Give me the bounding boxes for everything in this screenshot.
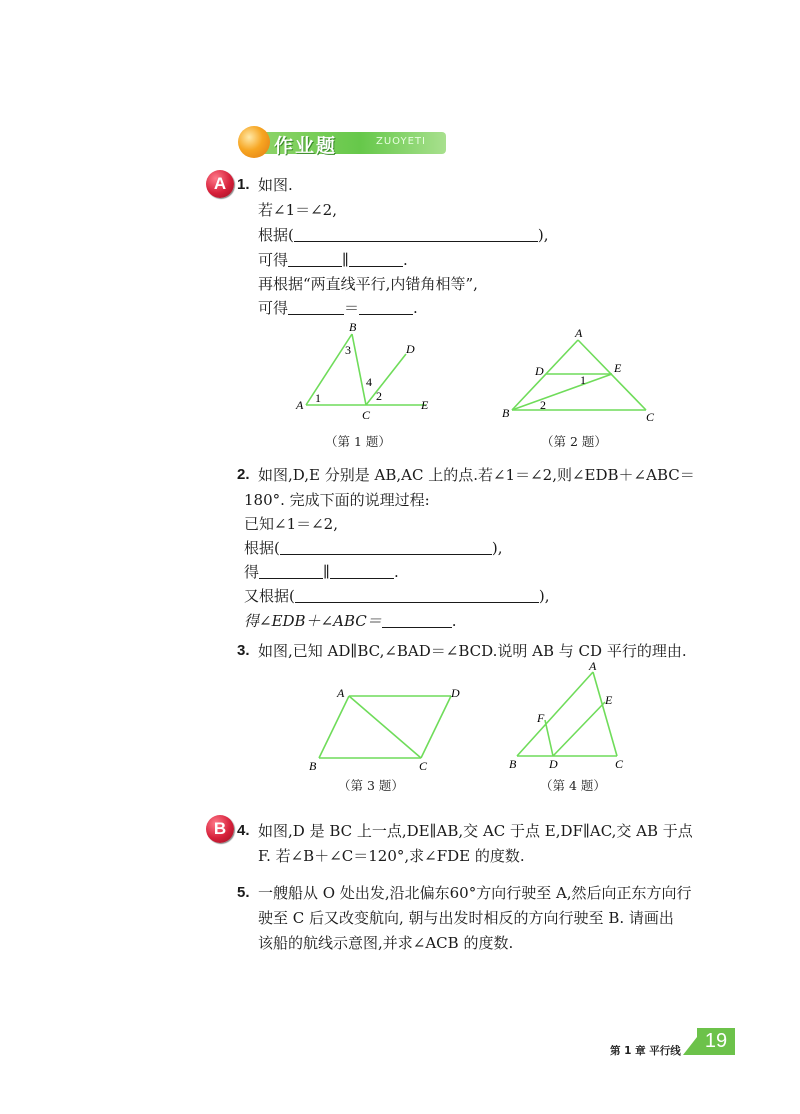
fig2-line-ac — [578, 340, 646, 410]
q2-line1: 如图,D,E 分别是 AB,AC 上的点.若∠1＝∠2,则∠EDB＋∠ABC＝ — [258, 466, 695, 484]
fig2-angle-2: 2 — [540, 398, 546, 412]
q2-line6-prefix: 又根据( — [244, 587, 295, 605]
q3-number: 3. — [237, 642, 250, 659]
q2-line6 — [244, 583, 549, 609]
fig1-label-a: A — [296, 398, 304, 412]
fig3-line-ab — [319, 696, 349, 758]
fig1-label-b: B — [349, 320, 357, 334]
q2-parallel-blank-2[interactable] — [330, 563, 394, 579]
q1-parallel-sign: ∥ — [342, 251, 349, 269]
q2-line3: 已知∠1＝∠2, — [244, 515, 338, 533]
fig1-label-e: E — [421, 398, 429, 412]
fig4-label-c: C — [615, 757, 624, 771]
q1-reason-blank[interactable] — [294, 226, 538, 242]
fig4-line-ab — [517, 672, 593, 756]
q1-equal-blank-1[interactable] — [288, 299, 344, 315]
q1-line3 — [258, 222, 548, 248]
fig1-angle-4: 4 — [366, 375, 372, 389]
q2-line4-suffix: ), — [491, 539, 503, 557]
figure-2 — [498, 326, 664, 426]
fig1-caption: （第 1 题） — [325, 434, 391, 449]
q2-reason-blank-2[interactable] — [295, 587, 539, 603]
fig3-label-c: C — [419, 759, 428, 772]
q2-line4-prefix: 根据( — [244, 539, 280, 557]
q2-line7-prefix: 得∠EDB＋∠ABC＝ — [244, 612, 382, 630]
q2-line5-prefix: 得 — [244, 563, 260, 581]
fig2-label-e: E — [614, 361, 622, 375]
fig4-line-de — [553, 702, 605, 756]
q1-line3-prefix: 根据( — [258, 226, 294, 244]
fig2-caption: （第 2 题） — [541, 434, 607, 449]
q5-line1: 一艘船从 O 处出发,沿北偏东60°方向行驶至 A,然后向正东方向行 — [258, 884, 692, 902]
fig2-line-be — [512, 374, 612, 410]
banner-title: 作业题 — [274, 135, 338, 157]
fig1-label-c: C — [362, 408, 371, 422]
fig4-label-a: A — [589, 660, 597, 673]
q2-line7 — [244, 608, 457, 634]
fig3-label-d: D — [451, 686, 460, 700]
fig1-label-d: D — [406, 342, 415, 356]
q2-line2: 180°. 完成下面的说理过程: — [244, 491, 430, 509]
q2-answer-blank[interactable] — [382, 612, 452, 628]
fig2-label-a: A — [575, 326, 583, 340]
q1-line4-prefix: 可得 — [258, 251, 289, 269]
q1-equal-sign: ＝ — [344, 299, 360, 317]
fig2-angle-1: 1 — [580, 373, 586, 387]
fig4-label-b: B — [509, 757, 517, 771]
q1-line4 — [258, 247, 408, 273]
q2-line5-end: . — [393, 563, 399, 581]
fig3-label-a: A — [337, 686, 345, 700]
fig2-label-b: B — [502, 406, 510, 420]
q2-parallel-sign: ∥ — [323, 563, 330, 581]
q1-parallel-blank-2[interactable] — [349, 251, 403, 267]
fig1-line-bc — [352, 334, 366, 405]
section-banner — [238, 124, 448, 160]
fig4-label-d: D — [549, 757, 558, 771]
q1-number: 1. — [237, 176, 250, 193]
footer-chapter: 第 1 章 平行线 — [610, 1045, 681, 1057]
q2-reason-blank-1[interactable] — [280, 539, 492, 555]
q1-equal-blank-2[interactable] — [359, 299, 413, 315]
fig4-label-f: F — [537, 711, 545, 725]
q5-number: 5. — [237, 884, 250, 901]
figure-4 — [505, 660, 635, 772]
q3-text: 如图,已知 AD∥BC,∠BAD＝∠BCD.说明 AB 与 CD 平行的理由. — [258, 642, 687, 660]
q1-line2: 若∠1＝∠2, — [258, 201, 337, 219]
page-number: 19 — [697, 1028, 735, 1055]
q2-parallel-blank-1[interactable] — [259, 563, 323, 579]
fig4-line-df — [545, 720, 553, 756]
q1-line1: 如图. — [258, 176, 293, 194]
q4-line1: 如图,D 是 BC 上一点,DE∥AB,交 AC 于点 E,DF∥AC,交 AB 于点 — [258, 822, 693, 840]
banner-ball-icon — [238, 126, 270, 158]
q4-line2: F. 若∠B＋∠C＝120°,求∠FDE 的度数. — [258, 847, 525, 865]
fig1-angle-2: 2 — [376, 389, 382, 403]
fig3-line-ac — [349, 696, 421, 758]
q1-parallel-blank-1[interactable] — [288, 251, 342, 267]
q2-line6-suffix: ), — [538, 587, 550, 605]
q1-line6-end: . — [413, 299, 418, 317]
figure-3 — [305, 682, 470, 772]
q1-line4-end: . — [402, 251, 408, 269]
q4-number: 4. — [237, 822, 250, 839]
fig4-line-ac — [593, 672, 617, 756]
fig4-label-e: E — [605, 693, 613, 707]
q2-line5 — [244, 559, 399, 585]
q2-line7-end: . — [451, 612, 457, 630]
q1-line5: 再根据“两直线平行,内错角相等”, — [258, 275, 478, 293]
level-b-badge: B — [206, 815, 234, 843]
q5-line2: 驶至 C 后又改变航向, 朝与出发时相反的方向行驶至 B. 请画出 — [258, 909, 674, 927]
q2-line4 — [244, 535, 502, 561]
q5-line3: 该船的航线示意图,并求∠ACB 的度数. — [258, 934, 514, 952]
fig1-line-cd — [366, 354, 406, 405]
q1-line6-prefix: 可得 — [258, 299, 289, 317]
figure-1 — [290, 318, 440, 428]
fig3-line-dc — [421, 696, 451, 758]
level-a-badge: A — [206, 170, 234, 198]
fig2-label-c: C — [646, 410, 655, 424]
banner-subtitle: ZUOYETI — [376, 136, 426, 147]
fig1-angle-1: 1 — [315, 391, 321, 405]
fig2-label-d: D — [535, 364, 544, 378]
footer-tab-corner — [683, 1037, 697, 1055]
fig3-caption: （第 3 题） — [338, 778, 404, 793]
fig1-angle-3: 3 — [345, 343, 351, 357]
q2-number: 2. — [237, 466, 250, 483]
fig4-caption: （第 4 题） — [540, 778, 606, 793]
fig3-label-b: B — [309, 759, 317, 772]
q1-line3-suffix: ), — [537, 226, 549, 244]
